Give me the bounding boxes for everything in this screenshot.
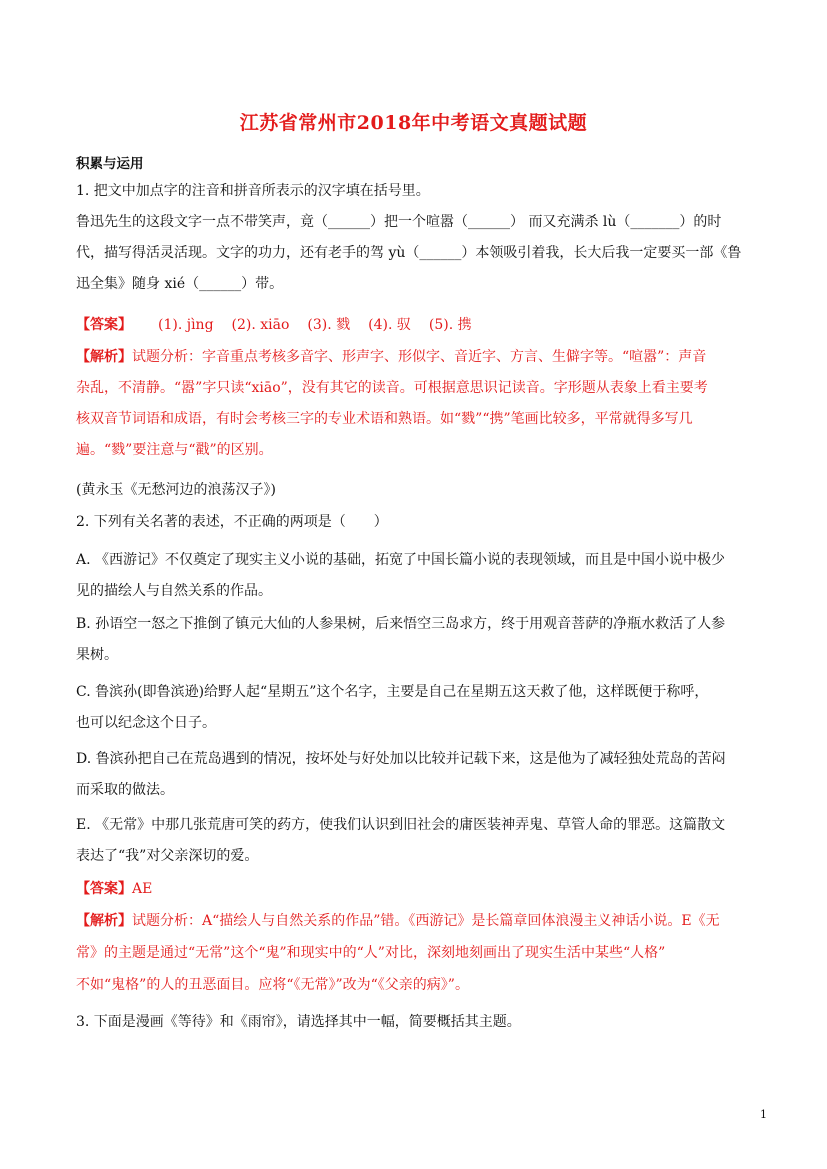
q3-stem: 3. 下面是漫画《等待》和《雨帘》，请选择其中一幅，简要概括其主题。: [76, 1014, 521, 1030]
q1-analysis-line: 遍。“戮”要注意与“戳”的区别。: [76, 442, 273, 458]
q1-analysis-line: 【解析】试题分析：字音重点考核多音字、形声字、形似字、音近字、方言、生僻字等。“喧嚣”：声音: [76, 349, 707, 365]
q1-body-line: 鲁迅先生的这段文字一点不带笑声，竟（______）把一个喧嚣（______） 而又充满杀 lù（_______）的时: [76, 214, 722, 230]
q2-option-line: B. 孙语空一怒之下推倒了镇元大仙的人参果树，后来悟空三岛求方，终于用观音菩萨的净瓶水救活了人参: [76, 616, 726, 632]
answer-item: (5). 携: [428, 317, 472, 333]
q2-option-line: 表达了“我”对父亲深切的爱。: [76, 848, 259, 864]
q1-analysis-line: 核双音节词语和成语，有时会考核三字的专业术语和熟语。如“戮”“携”笔画比较多，平常就得多写几: [76, 411, 693, 427]
q1-stem: 1. 把文中加点字的注音和拼音所表示的汉字填在括号里。: [76, 183, 430, 199]
q1-answer: [76, 310, 756, 341]
q2-option-line: E. 《无常》中那几张荒唐可笑的药方，使我们认识到旧社会的庸医装神弄鬼、草管人命的罪恶。这篇散文: [76, 817, 726, 833]
answer-item: (3). 戮: [307, 317, 351, 333]
section-heading: 积累与运用: [76, 156, 144, 172]
q2-stem: 2. 下列有关名著的表述，不正确的两项是（ ）: [76, 514, 388, 530]
q1-analysis-line: 杂乱，不清静。“嚣”字只读“xiāo”，没有其它的读音。可根据意思识记读音。字形题从表象上看主要考: [76, 380, 708, 396]
q2-option-line: D. 鲁滨孙把自己在荒岛遇到的情况，按坏处与好处加以比较并记载下来，这是他为了减轻独处荒岛的苦闷: [76, 751, 726, 767]
q1-source: (黄永玉《无愁河边的浪荡汉子》): [76, 482, 276, 498]
document-title: 江苏省常州市2018年中考语文真题试题: [239, 112, 588, 134]
q2-analysis-line: 不如“鬼格”的人的丑恶面目。应将“《无常》”改为“《父亲的病》”。: [76, 977, 469, 993]
q1-body-line: 迅全集》随身 xié（______）带。: [76, 276, 284, 292]
q2-option-line: 见的描绘人与自然关系的作品。: [76, 583, 272, 599]
answer-label: 【答案】: [76, 317, 132, 333]
q2-option-line: C. 鲁滨孙(即鲁滨逊)给野人起“星期五”这个名字，主要是自己在星期五这天救了他，这样既便于称呼，: [76, 684, 709, 700]
q1-body-line: 代，描写得活灵活现。文字的功力，还有老手的驾 yù（______）本领吸引着我，长大后我一定要买一部《鲁: [76, 245, 742, 261]
answer-label: 【答案】: [76, 881, 132, 897]
page-number: 1: [760, 1108, 767, 1121]
q2-analysis-line: 常》的主题是通过“无常”这个“鬼”和现实中的“人”对比，深刻地刻画出了现实生活中某些“人格”: [76, 945, 666, 961]
analysis-label: 【解析】: [76, 349, 132, 365]
q2-option-line: 而采取的做法。: [76, 782, 174, 798]
answer-item: (4). 驭: [368, 317, 411, 333]
q2-option-line: 果树。: [76, 647, 118, 663]
answer-item: (2). xiāo: [231, 317, 290, 333]
analysis-label: 【解析】: [76, 913, 132, 929]
q2-option-line: 也可以纪念这个日子。: [76, 715, 216, 731]
q2-analysis-line: 【解析】试题分析：A“描绘人与自然关系的作品”错。《西游记》是长篇章回体浪漫主义神话小说。E《无: [76, 913, 720, 929]
q2-answer: [76, 874, 756, 905]
q2-option-line: A. 《西游记》不仅奠定了现实主义小说的基础，拓宽了中国长篇小说的表现领域，而且是中国小说中极少: [76, 552, 726, 568]
answer-item: (1). jìng: [158, 317, 214, 333]
answer-value: AE: [132, 881, 153, 897]
